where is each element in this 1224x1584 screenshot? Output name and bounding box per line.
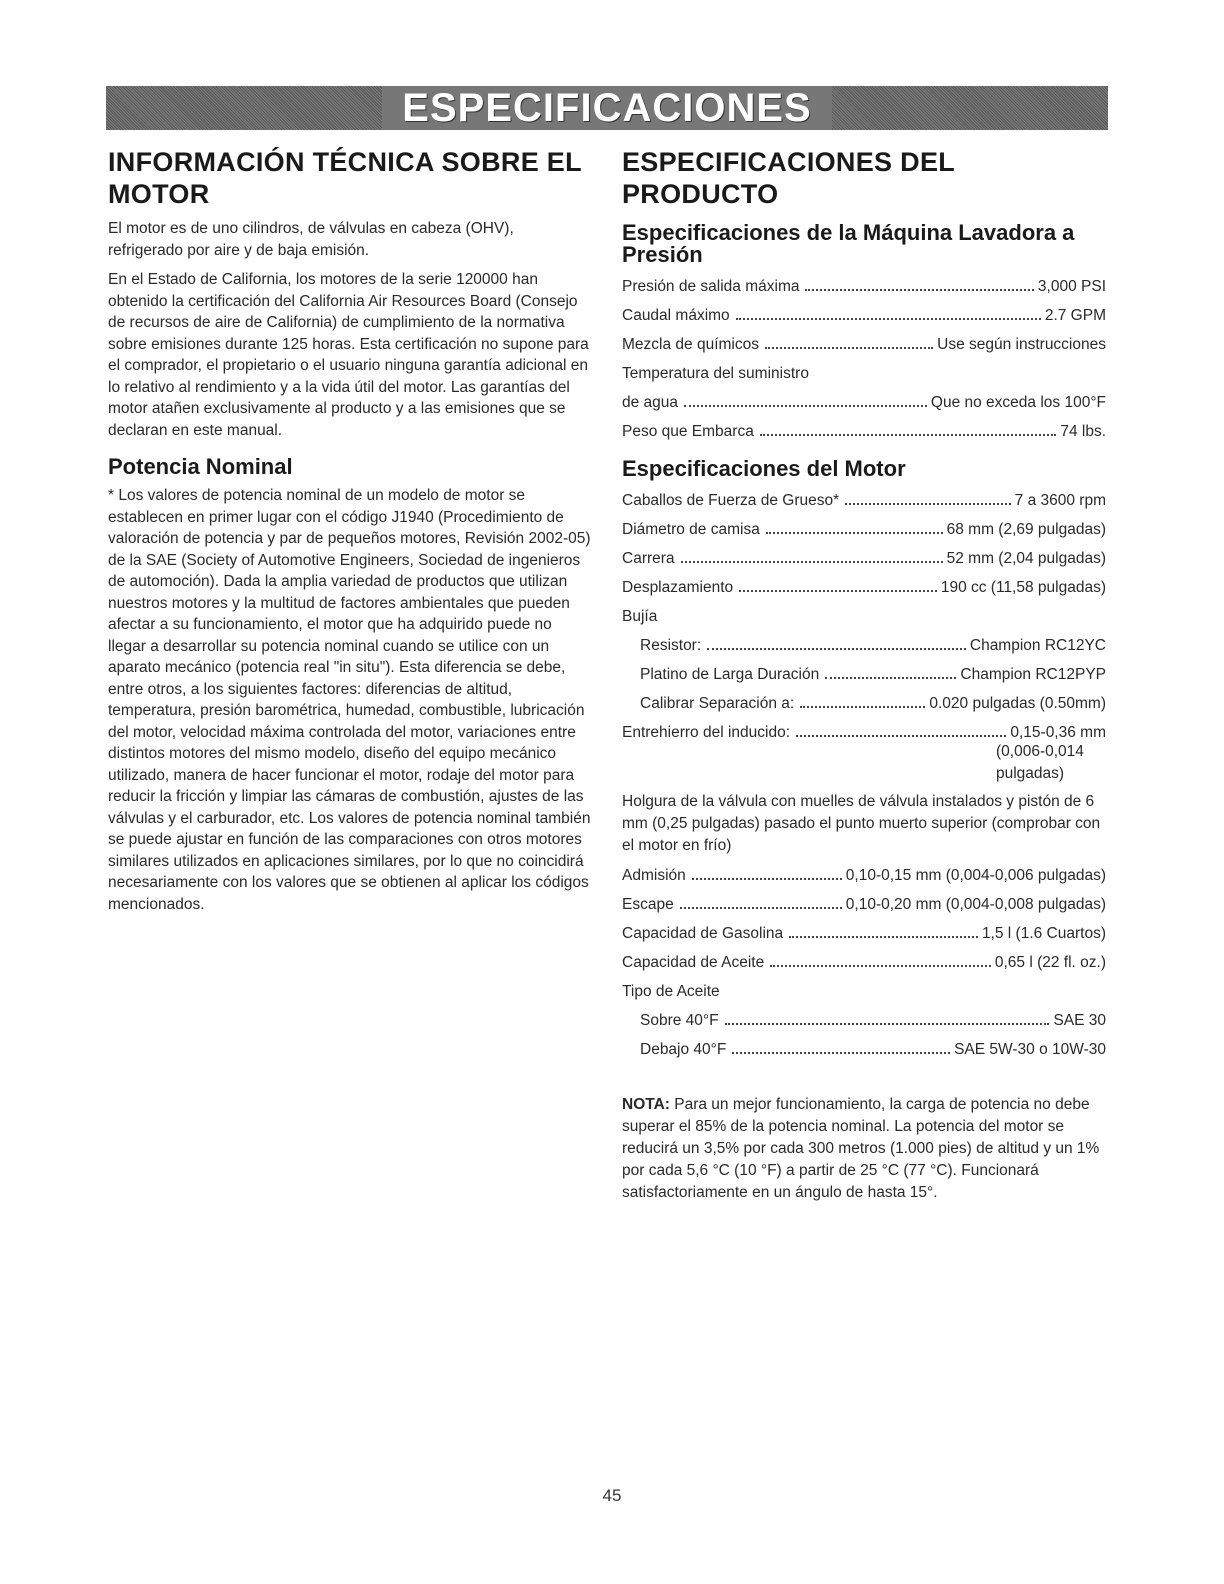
left-column [108, 146, 592, 923]
spec-label: Mezcla de químicos [622, 336, 759, 353]
spec-row [622, 330, 1106, 359]
oil-type-label: Tipo de Aceite [622, 983, 720, 1000]
spec-row [622, 573, 1106, 602]
water-temp-label: Temperatura del suministro [622, 365, 809, 382]
leader-dots [760, 434, 1057, 436]
spec-value: 3,000 PSI [1037, 278, 1106, 295]
spec-label: Caballos de Fuerza de Grueso* [622, 492, 840, 509]
spec-row [622, 1035, 1106, 1064]
spec-row [622, 890, 1106, 919]
spec-value: 68 mm (2,69 pulgadas) [946, 521, 1106, 538]
leader-dots [770, 965, 991, 967]
leader-dots [739, 590, 937, 592]
spec-row [622, 272, 1106, 301]
spec-label: Sobre 40°F [640, 1012, 719, 1029]
spec-value: SAE 5W-30 o 10W-30 [954, 1041, 1106, 1058]
spec-label: de agua [622, 394, 679, 411]
spec-row [622, 301, 1106, 330]
armature-cont-line: (0,006-0,014 [996, 743, 1084, 760]
spec-label: Escape [622, 896, 674, 913]
spec-label: Capacidad de Aceite [622, 954, 765, 971]
spec-label: Caudal máximo [622, 307, 730, 324]
leader-dots [725, 1023, 1050, 1025]
power-rating-subtitle: Potencia Nominal [108, 454, 293, 479]
spec-row [622, 544, 1106, 573]
leader-dots [684, 405, 927, 407]
spec-label: Capacidad de Gasolina [622, 925, 784, 942]
leader-dots [789, 936, 978, 938]
spec-row [622, 660, 1106, 689]
spec-label: Calibrar Separación a: [640, 695, 795, 712]
engine-info-title: INFORMACIÓN TÉCNICA SOBRE EL MOTOR [108, 147, 582, 209]
spec-row [622, 689, 1106, 718]
spec-value: Use según instrucciones [937, 336, 1106, 353]
spec-label: Diámetro de camisa [622, 521, 760, 538]
spec-label: Peso que Embarca [622, 423, 754, 440]
section-banner [106, 86, 1108, 130]
spec-label: Resistor: [640, 637, 702, 654]
leader-dots [796, 735, 1006, 737]
leader-dots [680, 907, 842, 909]
spec-value: 2.7 GPM [1044, 307, 1106, 324]
spec-row [622, 388, 1106, 417]
leader-dots [766, 532, 943, 534]
leader-dots [800, 706, 925, 708]
leader-dots [765, 347, 933, 349]
note-text: Para un mejor funcionamiento, la carga de potencia no debe superar el 85% de la potencia nominal. La potencia del motor se reducirá un 3,5% por cada 300 metros (1.000 pies) de altitud y un 1% por cada 5,6 °C (10 °F) a partir de 25 °C (77 °C). Funcionará satisfactoriamente en un ángulo de hasta 15°. [622, 1096, 1100, 1201]
leader-dots [805, 289, 1033, 291]
spec-value: 0,10-0,20 mm (0,004-0,008 pulgadas) [845, 896, 1106, 913]
spec-value: 7 a 3600 rpm [1014, 492, 1106, 509]
leader-dots [825, 677, 956, 679]
engine-intro-paragraph: El motor es de uno cilindros, de válvulas en cabeza (OHV), refrigerado por aire y de baja emisión. [108, 220, 514, 259]
spec-value: Champion RC12YC [969, 637, 1106, 654]
armature-continuation [622, 741, 1106, 785]
spec-row [622, 486, 1106, 515]
spec-value: Que no exceda los 100°F [930, 394, 1106, 411]
spec-label: Entrehierro del inducido: [622, 724, 791, 741]
spec-label: Admisión [622, 867, 686, 884]
valve-clearance-text: Holgura de la válvula con muelles de válvula instalados y pistón de 6 mm (0,25 pulgadas) pasado el punto muerto superior (comprobar con el motor en frío) [622, 793, 1101, 854]
leader-dots [692, 878, 842, 880]
spec-label: Debajo 40°F [640, 1041, 727, 1058]
spec-value: 74 lbs. [1060, 423, 1106, 440]
spec-label: Presión de salida máxima [622, 278, 800, 295]
washer-specs-subtitle: Especificaciones de la Máquina Lavadora a Presión [622, 220, 1075, 267]
power-rating-paragraph: * Los valores de potencia nominal de un modelo de motor se establecen en primer lugar con el código J1940 (Procedimiento de valoración de potencia y par de pequeños motores, Revisión 2002-05) de la SAE (Society of Automotive Engineers, Sociedad de ingenieros de automoción). Dada la amplia variedad de productos que utilizan nuestros motores y la multitud de factores ambientales que pueden afectar a su funcionamiento, el motor que ha adquirido puede no llegar a desarrollar su potencia nominal cuando se utilice con un aparato mecánico (potencia real "in situ"). Esta diferencia se debe, entre otros, a los siguientes factores: diferencias de altitud, temperatura, presión barométrica, humedad, combustible, lubricación del motor, velocidad máxima controlada del motor, variaciones entre distintos motores del mismo modelo, diseño del equipo mecánico utilizado, manera de hacer funcionar el motor, rodaje del motor para reducir la fricción y limpiar las cámaras de combustión, ajustes de las válvulas y el carburador, etc. Los valores de potencia nominal también se puede ajustar en función de las comparaciones con otros motores similares utilizados en aplicaciones similares, por lo que no coincidirá necesariamente con los valores que se obtienen al aplicar los códigos mencionados. [108, 487, 591, 913]
leader-dots [732, 1052, 950, 1054]
banner-title: ESPECIFICACIONES [382, 86, 831, 130]
leader-dots [736, 318, 1041, 320]
spec-row [622, 1006, 1106, 1035]
product-specs-title: ESPECIFICACIONES DEL PRODUCTO [622, 147, 955, 209]
spec-value: 190 cc (11,58 pulgadas) [940, 579, 1106, 596]
spec-value: 52 mm (2,04 pulgadas) [946, 550, 1106, 567]
california-paragraph: En el Estado de California, los motores de la serie 120000 han obtenido la certificación del California Air Resources Board (Consejo de recursos de aire de California) de cumplimiento de la normativa sobre emisiones durante 125 horas. Esta certificación no supone para el comprador, el propietario o el usuario ninguna garantía adicional en lo relativo al rendimiento y a la vida útil del motor. Las garantías del motor atañen exclusivamente al producto y a las emisiones que se declaran en este manual. [108, 271, 589, 439]
note-paragraph [622, 1094, 1106, 1204]
spec-label: Carrera [622, 550, 675, 567]
spec-label: Platino de Larga Duración [640, 666, 820, 683]
spec-value: 0,10-0,15 mm (0,004-0,006 pulgadas) [845, 867, 1106, 884]
spec-value: 1,5 l (1.6 Cuartos) [981, 925, 1106, 942]
engine-specs-subtitle: Especificaciones del Motor [622, 456, 906, 481]
spec-value: Champion RC12PYP [960, 666, 1106, 683]
spec-row [622, 919, 1106, 948]
leader-dots [681, 561, 943, 563]
spec-value: SAE 30 [1053, 1012, 1106, 1029]
spec-row [622, 515, 1106, 544]
leader-dots [845, 503, 1011, 505]
spec-value: 0.020 pulgadas (0.50mm) [929, 695, 1106, 712]
spec-row [622, 948, 1106, 977]
page-number: 45 [602, 1486, 622, 1505]
armature-cont-line: pulgadas) [996, 765, 1065, 782]
right-column [622, 146, 1106, 1204]
spec-label: Desplazamiento [622, 579, 734, 596]
spec-row [622, 631, 1106, 660]
spec-value: 0,15-0,36 mm [1010, 724, 1106, 741]
leader-dots [707, 648, 966, 650]
spec-row [622, 861, 1106, 890]
note-label: NOTA: [622, 1096, 670, 1113]
spec-value: 0,65 l (22 fl. oz.) [994, 954, 1106, 971]
spark-plug-label: Bujía [622, 608, 658, 625]
spec-row [622, 417, 1106, 446]
